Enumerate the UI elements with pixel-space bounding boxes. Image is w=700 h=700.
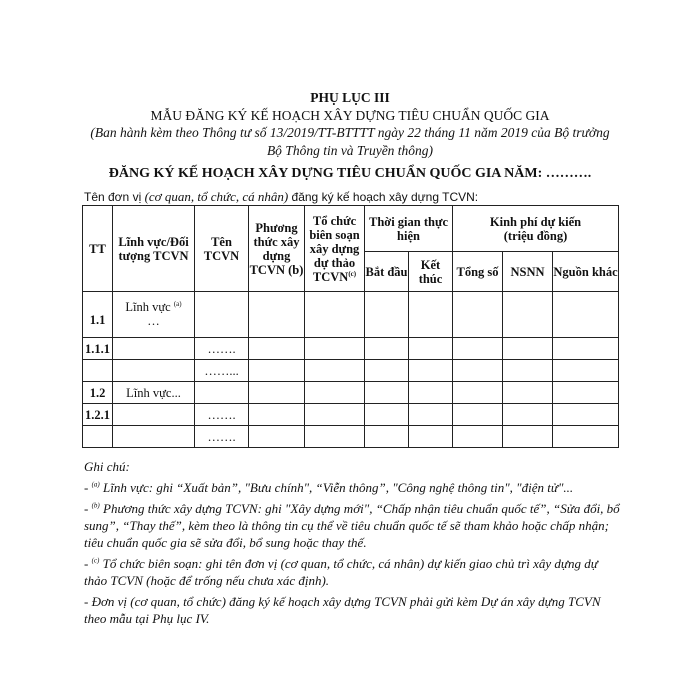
row-field [113, 338, 195, 360]
row-field [113, 292, 195, 338]
row-name: ……. [195, 404, 249, 426]
note-a-text: Lĩnh vực: ghi “Xuất bản”, "Bưu chính", “Viễn thông”, "Công nghệ thông tin", "điện tử"... [99, 480, 574, 495]
table-row [83, 382, 619, 404]
note-b-pre: - [84, 501, 92, 516]
note-b [84, 500, 624, 551]
appendix-title: PHỤ LỤC III [310, 90, 390, 105]
header-budget-unit: (triệu đồng) [503, 228, 568, 243]
note-c-text: Tổ chức biên soạn: ghi tên đơn vị (cơ quan, tổ chức, cá nhân) dự kiến giao chủ trì xây dựng dự thảo TCVN (hoặc để trống nếu chưa xác định). [84, 556, 598, 588]
unit-italic: (cơ quan, tổ chức, cá nhân) [144, 189, 289, 204]
row-tt: 1.1 [83, 292, 113, 338]
note-a-pre: - [84, 480, 92, 495]
table-row [83, 404, 619, 426]
row-field-cont: … [147, 314, 160, 328]
note-c-pre: - [84, 556, 92, 571]
header-budget [453, 206, 619, 252]
header-time: Thời gian thực hiện [365, 206, 453, 252]
table-row [83, 292, 619, 338]
notes [84, 458, 624, 631]
row-tt: 1.1.1 [83, 338, 113, 360]
table-row [83, 426, 619, 448]
row-field [113, 426, 195, 448]
header-nsnn: NSNN [503, 252, 553, 292]
note-d: - Đơn vị (cơ quan, tổ chức) đăng ký kế hoạch xây dựng TCVN phải gửi kèm Dự án xây dựng TCVN theo mẫu tại Phụ lục IV. [84, 594, 601, 626]
unit-prefix: Tên đơn vị [84, 190, 145, 204]
row-tt [83, 426, 113, 448]
note-b-text: Phương thức xây dựng TCVN: ghi "Xây dựng mới", “Chấp nhận tiêu chuẩn quốc tế”, “Sửa đổi, bổ sung”, “Thay thế”, kèm theo là thông tin cụ thể về tiêu chuẩn quốc tế sẽ tham khảo hoặc chấp nhận; tiêu chuẩn quốc gia sẽ sửa đổi, bổ sung hoặc thay thế. [84, 501, 620, 550]
registration-title: ĐĂNG KÝ KẾ HOẠCH XÂY DỰNG TIÊU CHUẨN QUỐC GIA NĂM: ………. [108, 166, 592, 181]
header-start: Bắt đầu [365, 252, 409, 292]
header-total: Tổng số [453, 252, 503, 292]
row-name: ……. [195, 338, 249, 360]
header-org-text: Tổ chức biên soạn xây dựng dự thảo TCVN [309, 213, 360, 284]
row-field: Lĩnh vực... [113, 382, 195, 404]
unit-line [84, 189, 478, 205]
row-tt: 1.2.1 [83, 404, 113, 426]
header-field: Lĩnh vực/Đối tượng TCVN [113, 206, 195, 292]
note-c-sup: (c) [91, 556, 100, 565]
row-tt: 1.2 [83, 382, 113, 404]
header-org [305, 206, 365, 292]
row-tt [83, 360, 113, 382]
plan-table [82, 205, 619, 448]
note-c [84, 555, 624, 589]
header-other: Nguồn khác [553, 252, 619, 292]
row-name: ……... [195, 360, 249, 382]
row-name [195, 382, 249, 404]
note-a-sup: (a) [91, 480, 100, 489]
row-name [195, 292, 249, 338]
table-row [83, 338, 619, 360]
header-name: Tên TCVN [195, 206, 249, 292]
unit-suffix: đăng ký kế hoạch xây dựng TCVN: [288, 190, 479, 204]
header-budget-text: Kinh phí dự kiến [489, 214, 582, 229]
notes-title: Ghi chú: [84, 459, 130, 474]
form-title: MẪU ĐĂNG KÝ KẾ HOẠCH XÂY DỰNG TIÊU CHUẨN QUỐC GIA [150, 108, 550, 123]
note-a [84, 479, 624, 496]
row-field [113, 404, 195, 426]
header-end: Kết thúc [409, 252, 453, 292]
table-row [83, 360, 619, 382]
row-field [113, 360, 195, 382]
header-org-sup: (c) [348, 269, 357, 278]
row-name: ……. [195, 426, 249, 448]
row-field-text: Lĩnh vực [125, 300, 174, 314]
issued-line-2: Bộ Thông tin và Truyền thông) [266, 143, 434, 158]
row-field-sup: (a) [173, 299, 182, 308]
issued-line-1: (Ban hành kèm theo Thông tư số 13/2019/TT-BTTTT ngày 22 tháng 11 năm 2019 của Bộ trưởng [90, 125, 610, 140]
header-tt: TT [83, 206, 113, 292]
note-b-sup: (b) [91, 501, 100, 510]
header-method: Phương thức xây dựng TCVN (b) [249, 206, 305, 292]
